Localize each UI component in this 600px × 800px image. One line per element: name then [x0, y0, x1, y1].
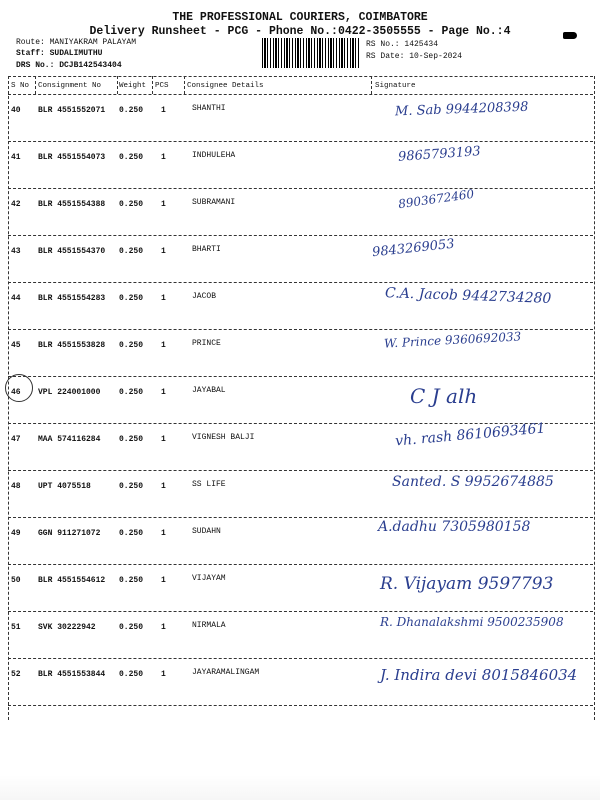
row-weight: 0.250 — [119, 576, 144, 585]
row-weight: 0.250 — [119, 623, 144, 632]
row-signature: W. Prince 9360692033 — [383, 329, 522, 351]
row-weight: 0.250 — [119, 247, 144, 256]
row-sno: 44 — [11, 294, 21, 303]
row-46-circle-mark — [5, 374, 33, 402]
table-row — [8, 420, 593, 470]
table-row — [8, 141, 593, 188]
table-row — [8, 517, 593, 564]
row-pcs: 1 — [161, 482, 166, 491]
row-sno: 46 — [11, 388, 21, 397]
row-consignee: VIJAYAM — [192, 574, 226, 583]
row-consignment: BLR 4551554388 — [38, 200, 106, 209]
row-signature: J. Indira devi 8015846034 — [380, 666, 578, 684]
row-pcs: 1 — [161, 623, 166, 632]
row-sno: 43 — [11, 247, 21, 256]
row-consignment: GGN 911271072 — [38, 529, 101, 538]
col-sno: S No — [11, 82, 30, 90]
table-row — [8, 376, 593, 423]
col-pcs: PCS — [155, 82, 169, 90]
row-weight: 0.250 — [119, 670, 144, 679]
col-signature: Signature — [375, 82, 416, 90]
row-sno: 52 — [11, 670, 21, 679]
row-signature: C.A. Jacob 9442734280 — [384, 285, 552, 307]
table-row — [8, 470, 593, 517]
row-consignment: BLR 4551554073 — [38, 153, 106, 162]
table-row — [8, 235, 593, 282]
row-consignee: PRINCE — [192, 339, 221, 348]
row-weight: 0.250 — [119, 529, 144, 538]
row-consignment: MAA 574116284 — [38, 435, 101, 444]
row-weight: 0.250 — [119, 435, 144, 444]
row-consignment: BLR 4551553844 — [38, 670, 106, 679]
row-weight: 0.250 — [119, 200, 144, 209]
row-signature: A.dadhu 7305980158 — [378, 519, 531, 535]
row-consignment: BLR 4551552071 — [38, 106, 106, 115]
rs-number: RS No.: 1425434 — [366, 40, 439, 49]
row-consignee: INDHULEHA — [192, 151, 236, 160]
table-row — [8, 611, 593, 658]
row-signature: C J alh — [410, 384, 478, 408]
row-consignee: JACOB — [192, 292, 217, 301]
row-sno: 51 — [11, 623, 21, 632]
row-weight: 0.250 — [119, 106, 144, 115]
row-consignment: BLR 4551553828 — [38, 341, 106, 350]
row-weight: 0.250 — [119, 341, 144, 350]
row-pcs: 1 — [161, 388, 166, 397]
row-weight: 0.250 — [119, 482, 144, 491]
row-sno: 45 — [11, 341, 21, 350]
row-consignment: BLR 4551554370 — [38, 247, 106, 256]
row-pcs: 1 — [161, 576, 166, 585]
company-title: THE PROFESSIONAL COURIERS, COIMBATORE — [172, 11, 428, 24]
row-pcs: 1 — [161, 435, 166, 444]
row-consignment: SVK 30222942 — [38, 623, 96, 632]
row-weight: 0.250 — [119, 388, 144, 397]
row-signature: R. Vijayam 9597793 — [380, 574, 554, 594]
row-consignee: JAYABAL — [192, 386, 226, 395]
route-label: Route: MANIYAKRAM PALAYAM — [16, 38, 137, 47]
row-consignee: SUDAHN — [192, 527, 221, 536]
row-pcs: 1 — [161, 670, 166, 679]
col-weight: Weight — [119, 82, 147, 90]
row-sno: 41 — [11, 153, 21, 162]
table-row — [8, 658, 593, 705]
row-signature: 9865793193 — [397, 144, 482, 165]
row-consignee: SUBRAMANI — [192, 198, 236, 207]
row-pcs: 1 — [161, 200, 166, 209]
staff-label: Staff: SUDALIMUTHU — [16, 49, 103, 58]
row-signature: M. Sab 9944208398 — [394, 99, 529, 120]
row-weight: 0.250 — [119, 153, 144, 162]
row-sno: 47 — [11, 435, 21, 444]
drs-number: DRS No.: DCJB142543404 — [16, 61, 122, 70]
row-sno: 49 — [11, 529, 21, 538]
row-pcs: 1 — [161, 153, 166, 162]
row-signature: vh. rash 8610693461 — [394, 420, 547, 450]
row-pcs: 1 — [161, 247, 166, 256]
row-consignment: BLR 4551554283 — [38, 294, 106, 303]
row-pcs: 1 — [161, 529, 166, 538]
row-pcs: 1 — [161, 106, 166, 115]
row-consignment: UPT 4075518 — [38, 482, 91, 491]
table-row — [8, 94, 593, 141]
row-signature: R. Dhanalakshmi 9500235908 — [380, 615, 564, 629]
row-sno: 40 — [11, 106, 21, 115]
row-weight: 0.250 — [119, 294, 144, 303]
row-consignment: BLR 4551554612 — [38, 576, 106, 585]
table-row — [8, 564, 593, 611]
row-signature: Santed. S 9952674885 — [392, 474, 554, 490]
row-consignee: SHANTHI — [192, 104, 226, 113]
row-sno: 42 — [11, 200, 21, 209]
table-row — [8, 188, 593, 235]
row-sno: 48 — [11, 482, 21, 491]
row-signature: 8903672460 — [397, 186, 475, 212]
row-consignee: JAYARAMALINGAM — [192, 668, 260, 677]
row-pcs: 1 — [161, 341, 166, 350]
row-consignee: SS LIFE — [192, 480, 226, 489]
row-consignee: NIRMALA — [192, 621, 226, 630]
row-sno: 50 — [11, 576, 21, 585]
table-row — [8, 329, 593, 376]
row-consignment: VPL 224001000 — [38, 388, 101, 397]
row-consignee: VIGNESH BALJI — [192, 433, 255, 442]
rs-date: RS Date: 10-Sep-2024 — [366, 52, 463, 61]
row-signature: 9843269053 — [371, 236, 456, 261]
row-pcs: 1 — [161, 294, 166, 303]
row-consignee: BHARTI — [192, 245, 221, 254]
table-row — [8, 282, 593, 329]
runsheet-title: Delivery Runsheet - PCG - Phone No.:0422-3505555 - Page No.:4 — [89, 25, 511, 38]
barcode — [262, 38, 360, 68]
col-consignment: Consignment No — [38, 82, 102, 90]
corner-mark — [563, 32, 577, 39]
col-consignee: Consignee Details — [187, 82, 264, 90]
